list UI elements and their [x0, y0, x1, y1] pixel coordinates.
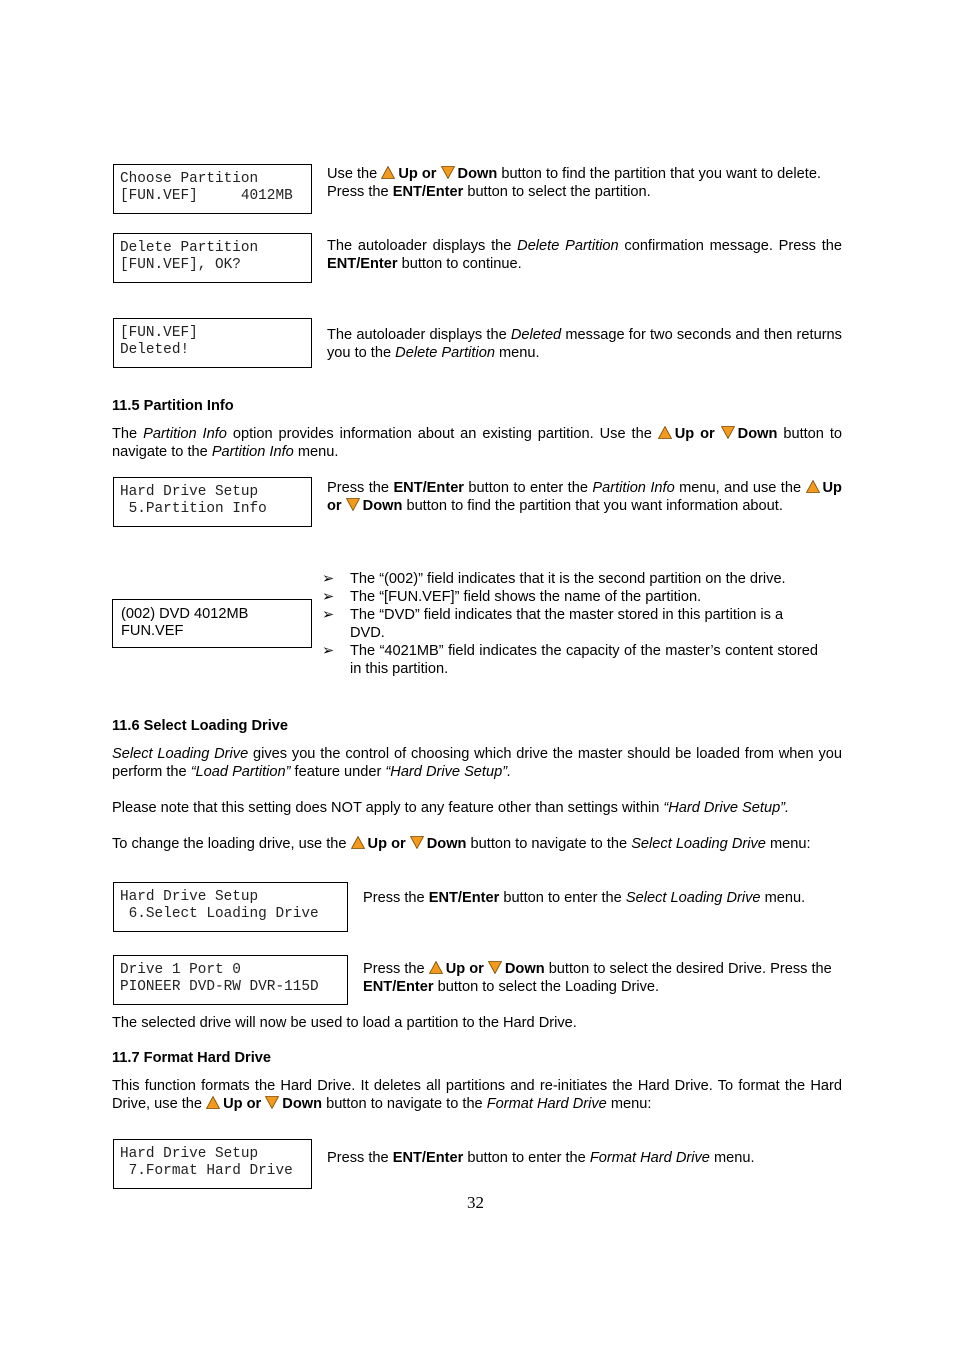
paragraph-partition-info-enter: Press the ENT/Enter button to enter the Partition Info menu, and use the Up or Down button to find the partition that you want information about.: [327, 480, 842, 514]
lcd-line: Drive 1 Port 0: [120, 962, 241, 978]
lcd-partition-info: [113, 477, 312, 527]
up-arrow-icon: [806, 480, 820, 493]
bullet-arrow-icon: ➢: [322, 643, 335, 659]
paragraph-change-drive: To change the loading drive, use the Up or Down button to navigate to the Select Loading Drive menu:: [112, 836, 811, 852]
lcd-line: FUN.VEF: [121, 623, 184, 639]
lcd-line: Delete Partition: [120, 240, 259, 256]
page-number: 32: [467, 1193, 484, 1212]
up-arrow-icon: [206, 1096, 220, 1109]
section-heading-11-6: 11.6 Select Loading Drive: [112, 718, 289, 734]
paragraph-choose: Use the Up or Down button to find the partition that you want to delete. Press the ENT/Enter button to select the partition.: [327, 166, 821, 200]
up-arrow-icon: [381, 166, 395, 179]
paragraph-note: Please note that this setting does NOT apply to any feature other than settings within “Hard Drive Setup”.: [112, 800, 790, 816]
down-arrow-icon: [346, 498, 360, 511]
up-arrow-icon: [351, 836, 365, 849]
lcd-line: Deleted!: [120, 342, 190, 358]
bullet-arrow-icon: ➢: [322, 571, 335, 587]
paragraph-select-loading-intro: Select Loading Drive gives you the control of choosing which drive the master should be loaded from when you perform the “Load Partition” feature under “Hard Drive Setup”.: [112, 746, 843, 780]
up-arrow-icon: [658, 426, 672, 439]
down-arrow-icon: [488, 961, 502, 974]
lcd-format-hard-drive: [113, 1139, 312, 1189]
paragraph-delete: The autoloader displays the Delete Partition confirmation message. Press the ENT/Enter button to continue.: [327, 238, 843, 272]
paragraph-select-loading-enter: Press the ENT/Enter button to enter the Select Loading Drive menu.: [363, 890, 806, 906]
paragraph-format-intro: This function formats the Hard Drive. It deletes all partitions and re-initiates the Hard Drive. To format the Hard Drive, use the Up or Down button to navigate to the Format Hard Drive menu:: [112, 1078, 842, 1112]
lcd-line: [FUN.VEF], OK?: [120, 257, 241, 273]
section-heading-11-7: 11.7 Format Hard Drive: [112, 1050, 271, 1066]
lcd-line: PIONEER DVD-RW DVR-115D: [120, 979, 319, 995]
down-arrow-icon: [410, 836, 424, 849]
paragraph-deleted: The autoloader displays the Deleted message for two seconds and then returns you to the Delete Partition menu.: [327, 327, 842, 361]
lcd-line: 7.Format Hard Drive: [120, 1163, 293, 1179]
lcd-line: [FUN.VEF]: [120, 325, 198, 341]
paragraph-selected-drive: The selected drive will now be used to load a partition to the Hard Drive.: [112, 1015, 577, 1031]
down-arrow-icon: [721, 426, 735, 439]
lcd-line: (002) DVD 4012MB: [121, 606, 249, 622]
up-arrow-icon: [429, 961, 443, 974]
lcd-line: Hard Drive Setup: [120, 1146, 259, 1162]
lcd-deleted: [113, 318, 312, 368]
down-arrow-icon: [265, 1096, 279, 1109]
bullet-arrow-icon: ➢: [322, 589, 335, 605]
lcd-choose-partition: [113, 164, 312, 214]
lcd-drive-port: [113, 955, 348, 1005]
lcd-line: Hard Drive Setup: [120, 484, 259, 500]
lcd-select-loading-drive: [113, 882, 348, 932]
lcd-line: [FUN.VEF] 4012MB: [120, 188, 293, 204]
lcd-line: Hard Drive Setup: [120, 889, 259, 905]
lcd-line: 5.Partition Info: [120, 501, 267, 517]
paragraph-format-enter: Press the ENT/Enter button to enter the Format Hard Drive menu.: [327, 1150, 755, 1166]
bullet-arrow-icon: ➢: [322, 607, 335, 623]
lcd-delete-partition: [113, 233, 312, 283]
paragraph-partition-info-intro: The Partition Info option provides information about an existing partition. Use the Up or Down button to navigate to the Partition Info menu.: [112, 426, 843, 460]
lcd-line: Choose Partition: [120, 171, 259, 187]
lcd-dvd-partition: [112, 599, 312, 648]
down-arrow-icon: [441, 166, 455, 179]
paragraph-drive-select: Press the Up or Down button to select the desired Drive. Press the ENT/Enter button to select the Loading Drive.: [363, 961, 832, 995]
lcd-line: 6.Select Loading Drive: [120, 906, 319, 922]
section-heading-11-5: 11.5 Partition Info: [112, 398, 234, 414]
